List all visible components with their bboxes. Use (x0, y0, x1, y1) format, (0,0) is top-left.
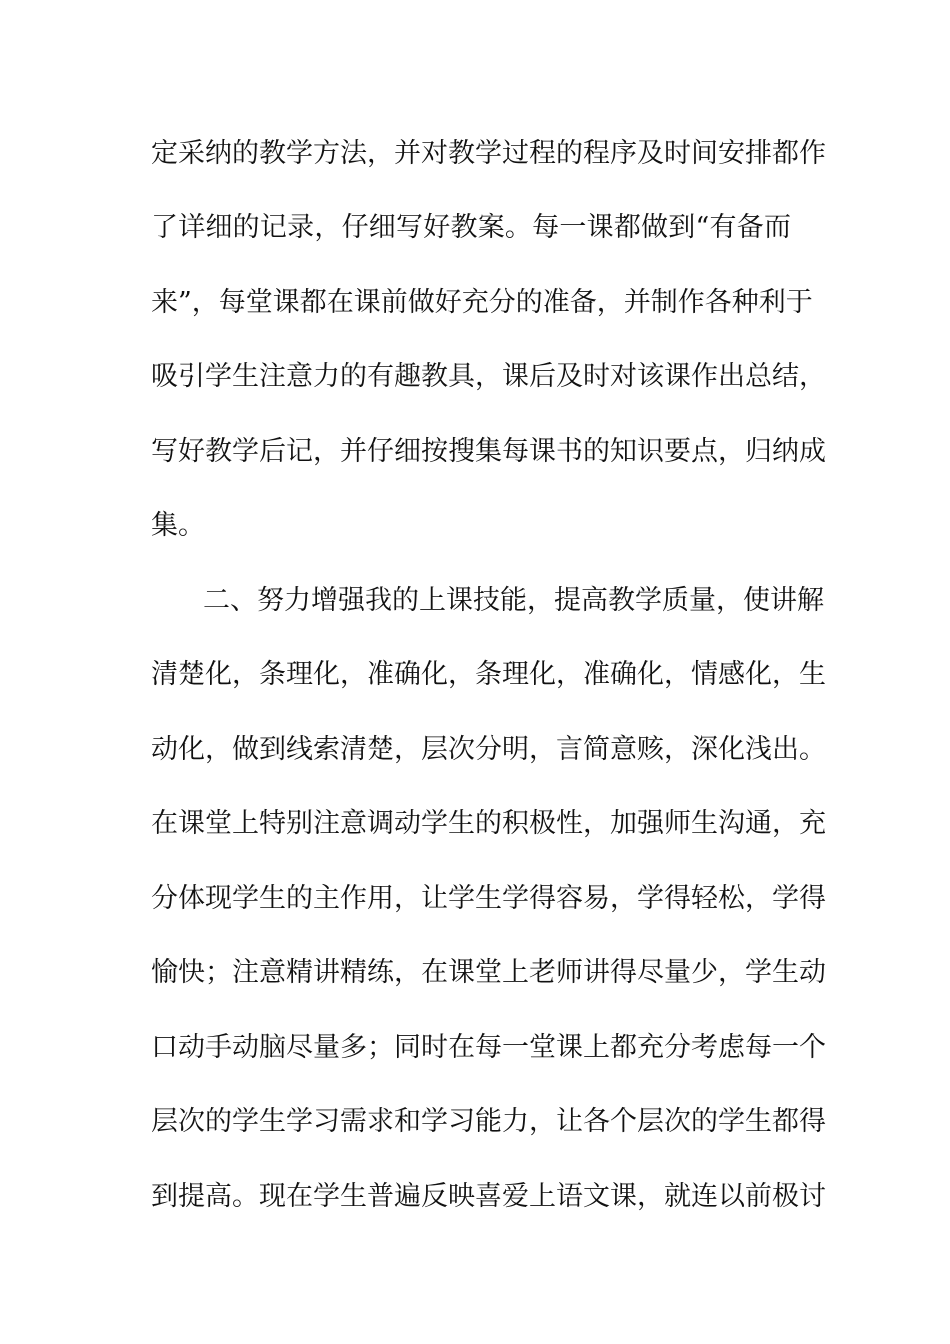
text-line: 集。 (151, 510, 205, 541)
text-line: 定采纳的教学方法，并对教学过程的程序及时间安排都作 (151, 138, 826, 169)
text-line: 层次的学生学习需求和学习能力，让各个层次的学生都得 (151, 1106, 826, 1137)
text-line: 到提高。现在学生普遍反映喜爱上语文课，就连以前极讨 (151, 1181, 826, 1212)
text-line: 了详细的记录，仔细写好教案。每一课都做到“有备而 (151, 212, 791, 243)
text-line: 动化，做到线索清楚，层次分明，言简意赅，深化浅出。 (151, 734, 826, 765)
paragraph-first-line: 二、努力增强我的上课技能，提高教学质量，使讲解 (203, 585, 824, 616)
text-line: 在课堂上特别注意调动学生的积极性，加强师生沟通，充 (151, 808, 826, 839)
text-line: 写好教学后记，并仔细按搜集每课书的知识要点，归纳成 (151, 436, 826, 467)
text-line: 清楚化，条理化，准确化，条理化，准确化，情感化，生 (151, 659, 826, 690)
text-line: 来”，每堂课都在课前做好充分的准备，并制作各种利于 (151, 287, 813, 318)
text-line: 愉快；注意精讲精练，在课堂上老师讲得尽量少，学生动 (151, 957, 826, 988)
text-line: 口动手动脑尽量多；同时在每一堂课上都充分考虑每一个 (151, 1032, 826, 1063)
text-line: 分体现学生的主作用，让学生学得容易，学得轻松，学得 (151, 883, 826, 914)
text-line: 吸引学生注意力的有趣教具，课后及时对该课作出总结， (151, 361, 826, 392)
